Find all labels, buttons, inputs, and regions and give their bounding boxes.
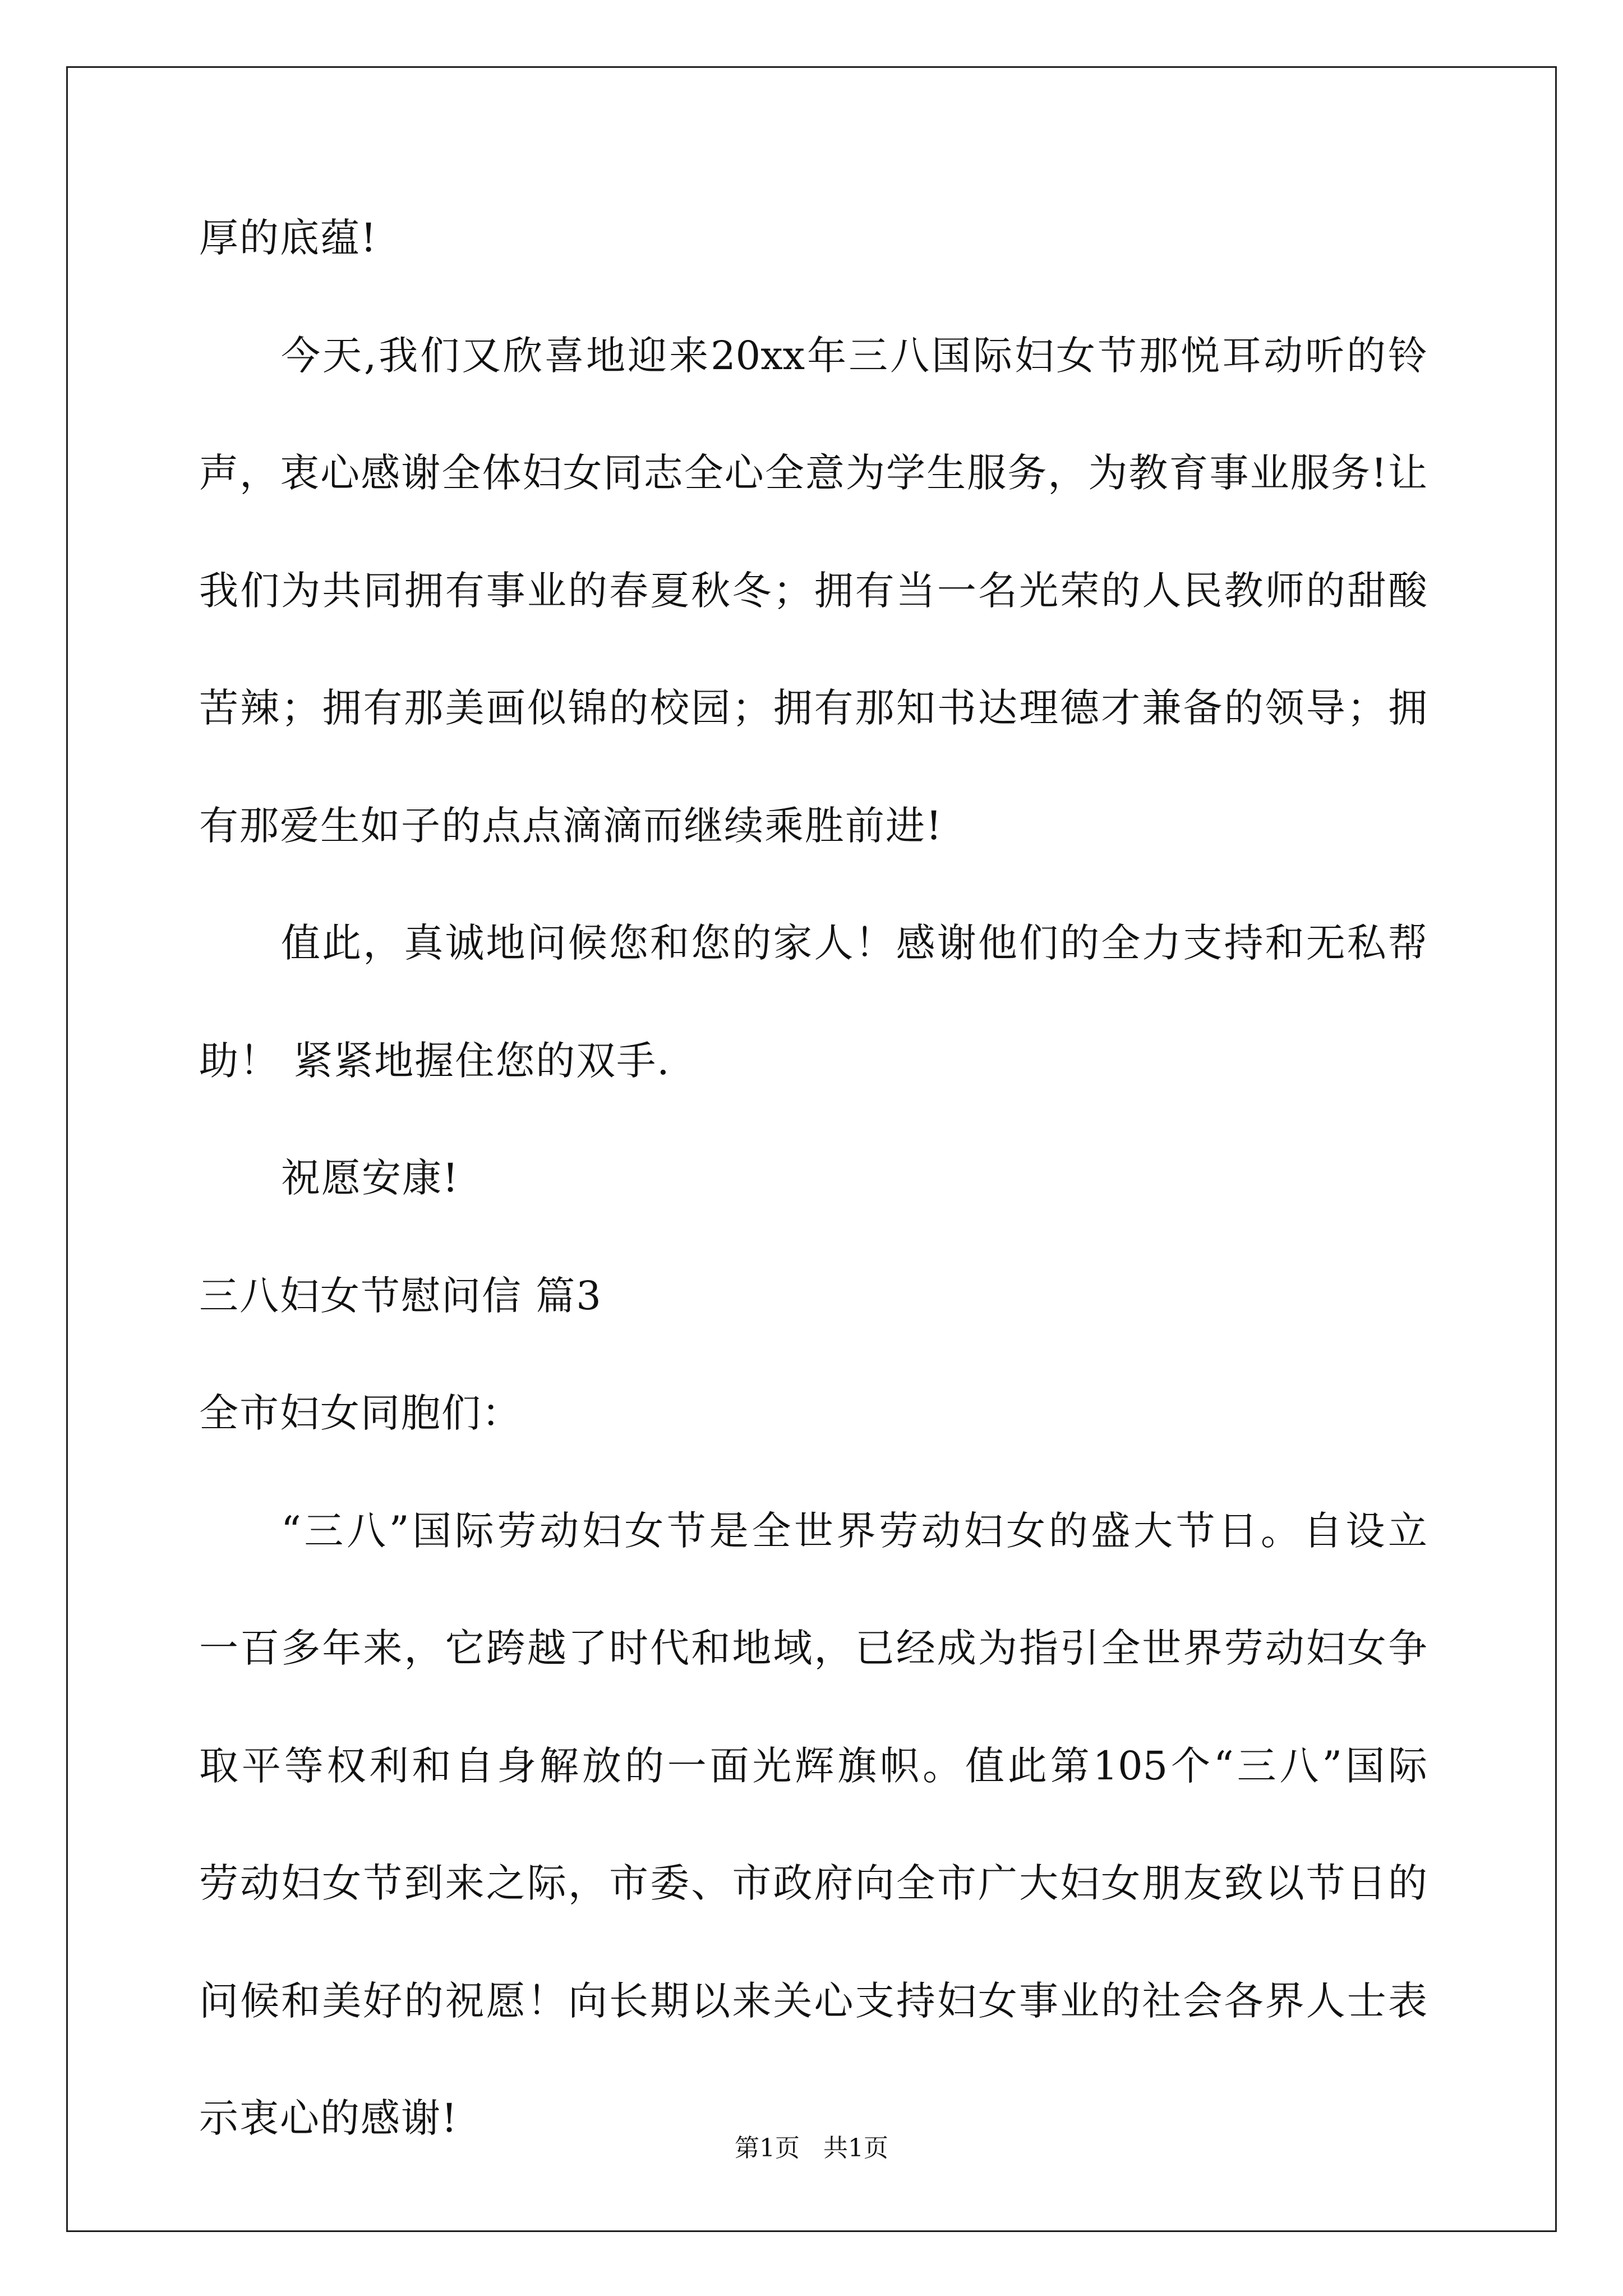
- text-line: 助！ 紧紧地握住您的双手.: [199, 1038, 671, 1084]
- text-line: 今天,我们又欣喜地迎来20xx年三八国际妇女节那悦耳动听的铃: [281, 333, 1427, 379]
- text-line: 示衷心的感谢!: [199, 2095, 459, 2141]
- text-line: 劳动妇女节到来之际，市委、市政府向全市广大妇女朋友致以节日的: [199, 1860, 1427, 1906]
- section-heading: 三八妇女节慰问信 篇3: [199, 1273, 602, 1319]
- salutation: 全市妇女同胞们：: [199, 1390, 522, 1436]
- text-line: 一百多年来，它跨越了时代和地域，已经成为指引全世界劳动妇女争: [199, 1625, 1427, 1671]
- page-footer: 第1页 共1页: [735, 2134, 888, 2162]
- text-line: 值此，真诚地问候您和您的家人！感谢他们的全力支持和无私帮: [281, 920, 1427, 966]
- text-line: 我们为共同拥有事业的春夏秋冬；拥有当一名光荣的人民教师的甜酸: [199, 568, 1427, 614]
- text-line: 声，衷心感谢全体妇女同志全心全意为学生服务，为教育事业服务!让: [199, 450, 1427, 496]
- text-line: “三八”国际劳动妇女节是全世界劳动妇女的盛大节日。自设立: [281, 1508, 1427, 1554]
- text-line: 厚的底蕴!: [199, 215, 378, 261]
- text-line: 有那爱生如子的点点滴滴而继续乘胜前进!: [199, 803, 943, 849]
- page-border: [66, 66, 1557, 2232]
- text-line: 苦辣；拥有那美画似锦的校园；拥有那知书达理德才兼备的领导；拥: [199, 685, 1427, 731]
- text-line: 问候和美好的祝愿！向长期以来关心支持妇女事业的社会各界人士表: [199, 1978, 1427, 2024]
- text-line: 祝愿安康!: [281, 1155, 460, 1201]
- text-line: 取平等权利和自身解放的一面光辉旗帜。值此第105个“三八”国际: [199, 1743, 1427, 1789]
